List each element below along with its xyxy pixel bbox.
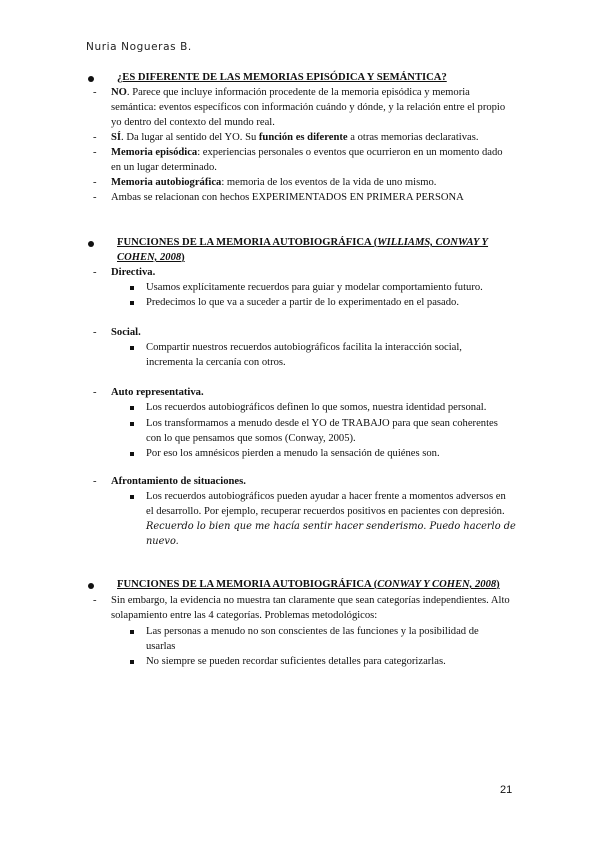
- section1-item-no: [111, 85, 511, 130]
- bullet-dot: [88, 76, 94, 82]
- subheading-afrontamiento: Afrontamiento de situaciones.: [111, 476, 246, 487]
- bullet-square: [130, 495, 134, 499]
- directiva-item: Predecimos lo que va a suceder a partir de lo experimentado en el pasado.: [146, 297, 459, 308]
- section3-item: Las personas a menudo no son conscientes de las funciones y la posibilidad de usarlas: [146, 626, 479, 652]
- item-text: : experiencias personales o eventos que ocurrieron en un momento dado en un lugar determinado.: [111, 147, 503, 173]
- subheading-auto-representativa: Auto representativa.: [111, 387, 204, 398]
- page-number: 21: [500, 784, 513, 796]
- heading-text-end: ): [496, 579, 500, 590]
- section1-item-si: [111, 130, 511, 145]
- auto-item: Por eso los amnésicos pierden a menudo la sensación de quiénes son.: [146, 448, 440, 459]
- bullet-square: [130, 660, 134, 664]
- section1-item-episodica: [111, 145, 511, 175]
- subheading-directiva: Directiva.: [111, 267, 156, 278]
- heading-text: FUNCIONES DE LA MEMORIA AUTOBIOGRÁFICA (: [117, 237, 378, 248]
- subheading-social: Social.: [111, 327, 141, 338]
- dash: -: [93, 387, 97, 398]
- bullet-square: [130, 301, 134, 305]
- directiva-item: Usamos explícitamente recuerdos para guiar y modelar comportamiento futuro.: [146, 282, 483, 293]
- bullet-square: [130, 422, 134, 426]
- section3-item: No siempre se pueden recordar suficientes detalles para categorizarlas.: [146, 656, 446, 667]
- bullet-dot: [88, 583, 94, 589]
- item-lead: NO: [111, 87, 127, 98]
- bullet-square: [130, 406, 134, 410]
- bullet-square: [130, 346, 134, 350]
- social-item: Compartir nuestros recuerdos autobiográficos facilita la interacción social, incrementa la cercanía con otros.: [146, 342, 462, 368]
- dash: -: [93, 267, 97, 278]
- item-text: . Da lugar al sentido del YO. Su: [121, 132, 259, 143]
- section1-item-autobiografica: [111, 175, 511, 190]
- bullet-square: [130, 286, 134, 290]
- bullet-square: [130, 630, 134, 634]
- heading-text: FUNCIONES DE LA MEMORIA AUTOBIOGRÁFICA (: [117, 579, 378, 590]
- heading-text-end: ): [181, 252, 185, 263]
- bullet-dot: [88, 241, 94, 247]
- section1-item-ambas: Ambas se relacionan con hechos EXPERIMENTADOS EN PRIMERA PERSONA: [111, 192, 464, 203]
- dash: -: [93, 87, 97, 98]
- item-lead: Memoria episódica: [111, 147, 198, 158]
- item-text: a otras memorias declarativas.: [347, 132, 479, 143]
- dash: -: [93, 132, 97, 143]
- afrontamiento-text: Los recuerdos autobiográficos pueden ayudar a hacer frente a momentos adversos en el desarrollo. Por ejemplo, recuperar recuerdos positivos en pacientes con depresión.: [146, 491, 506, 517]
- afrontamiento-item: [146, 489, 516, 549]
- section3-heading: [117, 577, 517, 592]
- dash: -: [93, 177, 97, 188]
- dash: -: [93, 595, 97, 606]
- section2-heading: [117, 235, 517, 265]
- item-bold: función es diferente: [258, 132, 348, 143]
- dash: -: [93, 327, 97, 338]
- item-text: : memoria de los eventos de la vida de uno mismo.: [221, 177, 437, 188]
- section3-intro: Sin embargo, la evidencia no muestra tan claramente que sean categorías independientes. Alto solapamiento entre las 4 categorías. Problemas metodológicos:: [111, 595, 510, 621]
- item-text: . Parece que incluye información procedente de la memoria episódica y memoria semántica: eventos específicos con información cuándo y dónde, y la relación entre el propio yo dentro del contexto del mundo real.: [111, 87, 506, 128]
- auto-item: Los recuerdos autobiográficos definen lo que somos, nuestra identidad personal.: [146, 402, 487, 413]
- author-name: Nuria Nogueras B.: [86, 41, 192, 53]
- item-lead: SÍ: [111, 132, 122, 143]
- item-lead: Memoria autobiográfica: [111, 177, 222, 188]
- section1-heading: ¿ES DIFERENTE DE LAS MEMORIAS EPISÓDICA Y SEMÁNTICA?: [117, 72, 447, 83]
- heading-citation: WILLIAMS, CONWAY Y COHEN, 2008: [117, 237, 489, 263]
- dash: -: [93, 476, 97, 487]
- handwritten-note: Recuerdo lo bien que me hacía sentir hacer senderismo. Puedo hacerlo de nuevo.: [146, 521, 516, 547]
- dash: -: [93, 192, 97, 203]
- dash: -: [93, 147, 97, 158]
- auto-item: Los transformamos a menudo desde el YO de TRABAJO para que sean coherentes con lo que pensamos que somos (Conway, 2005).: [146, 418, 498, 444]
- bullet-square: [130, 452, 134, 456]
- heading-citation: CONWAY Y COHEN, 2008: [377, 579, 497, 590]
